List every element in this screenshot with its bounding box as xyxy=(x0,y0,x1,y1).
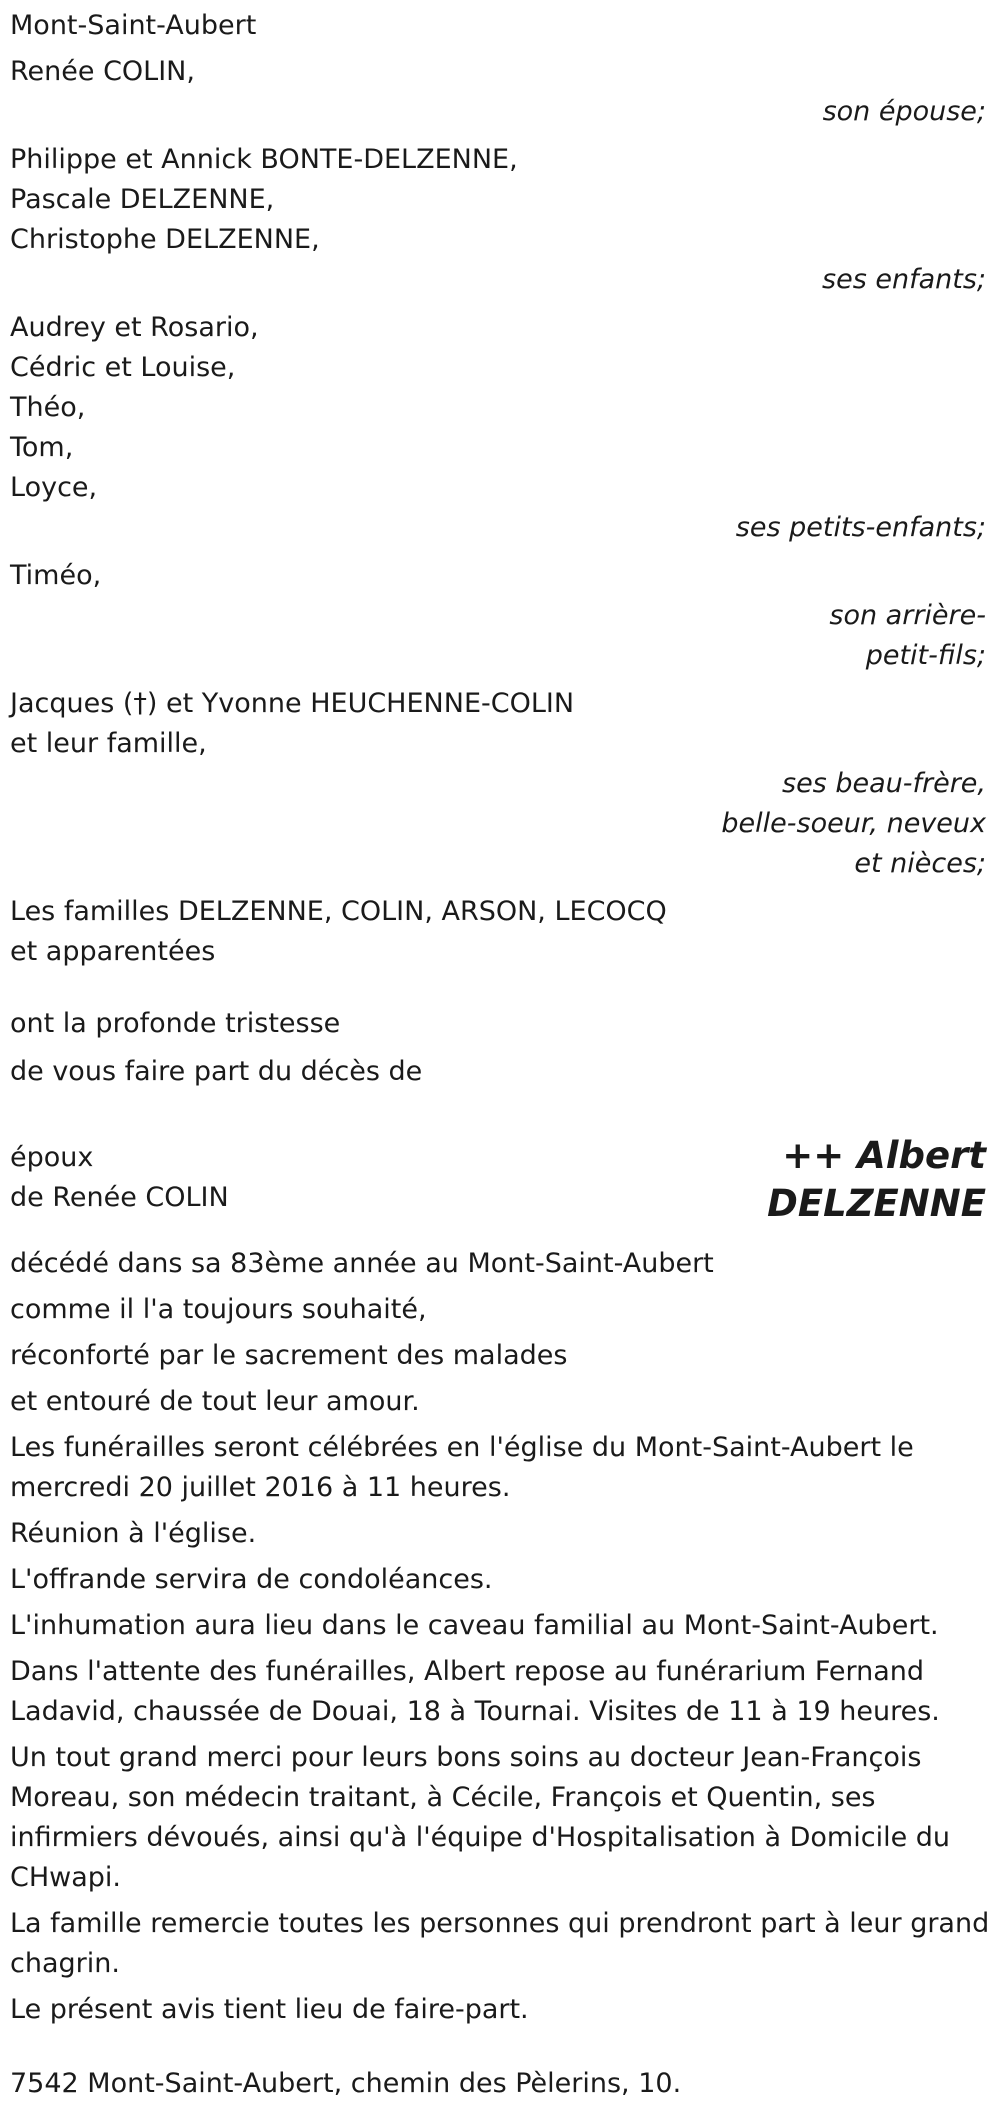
grandchild-name: Cédric et Louise, xyxy=(10,352,236,383)
address: 7542 Mont-Saint-Aubert, chemin des Pèlerins, 10. xyxy=(10,2068,682,2099)
deceased-relation-line: de Renée COLIN xyxy=(10,1182,229,1213)
families-line: et apparentées xyxy=(10,936,216,967)
detail-paragraph: comme il l'a toujours souhaité, xyxy=(10,1294,427,1325)
funeral-paragraph: Les funérailles seront célébrées en l'église du Mont-Saint-Aubert le mercredi 20 juillet 2016 à 11 heures. xyxy=(10,1432,914,1503)
great-grandchild-role: son arrière- xyxy=(829,600,986,631)
grandchild-name: Loyce, xyxy=(10,472,98,503)
detail-paragraph: décédé dans sa 83ème année au Mont-Saint-Aubert xyxy=(10,1248,714,1279)
announcement-block xyxy=(10,1004,990,1092)
grandchildren-block xyxy=(10,308,990,548)
in-laws-role: belle-soeur, neveux xyxy=(721,808,986,839)
visit-paragraph: Dans l'attente des funérailles, Albert repose au funérarium Fernand Ladavid, chaussée de Douai, 18 à Tournai. Visites de 11 à 19 heures. xyxy=(10,1656,940,1727)
grandchildren-role: ses petits-enfants; xyxy=(735,512,986,543)
deceased-name xyxy=(767,1132,990,1228)
place-heading: Mont-Saint-Aubert xyxy=(10,10,257,41)
deceased-block xyxy=(10,1132,990,1228)
in-laws-role: et nièces; xyxy=(854,848,986,879)
grandchild-name: Audrey et Rosario, xyxy=(10,312,259,343)
announcement-line: de vous faire part du décès de xyxy=(10,1056,423,1087)
detail-paragraph: Réunion à l'église. xyxy=(10,1518,257,1549)
in-laws-name: et leur famille, xyxy=(10,728,207,759)
spouse-role: son épouse; xyxy=(822,96,986,127)
details-block xyxy=(10,1244,990,2030)
spouse-name: Renée COLIN, xyxy=(10,56,195,87)
spouse-block xyxy=(10,52,990,132)
child-name: Philippe et Annick BONTE-DELZENNE, xyxy=(10,144,518,175)
grandchild-name: Théo, xyxy=(10,392,86,423)
grandchild-name: Tom, xyxy=(10,432,74,463)
obituary-document xyxy=(10,6,990,2104)
great-grandchild-block xyxy=(10,556,990,676)
detail-paragraph: et entouré de tout leur amour. xyxy=(10,1386,420,1417)
great-grandchild-name: Timéo, xyxy=(10,560,102,591)
announcement-line: ont la profonde tristesse xyxy=(10,1008,341,1039)
deceased-relation xyxy=(10,1132,229,1218)
children-role: ses enfants; xyxy=(822,264,986,295)
children-block xyxy=(10,140,990,300)
burial-paragraph: L'inhumation aura lieu dans le caveau familial au Mont-Saint-Aubert. xyxy=(10,1610,939,1641)
in-laws-name: Jacques (†) et Yvonne HEUCHENNE-COLIN xyxy=(10,688,575,719)
deceased-name-line: DELZENNE xyxy=(767,1182,986,1225)
thanks-paragraph: La famille remercie toutes les personnes qui prendront part à leur grand chagrin. xyxy=(10,1908,990,1979)
great-grandchild-role: petit-fils; xyxy=(865,640,986,671)
child-name: Pascale DELZENNE, xyxy=(10,184,275,215)
child-name: Christophe DELZENNE, xyxy=(10,224,320,255)
notice-paragraph: Le présent avis tient lieu de faire-part. xyxy=(10,1994,529,2025)
detail-paragraph: L'offrande servira de condoléances. xyxy=(10,1564,493,1595)
deceased-name-line: ++ Albert xyxy=(782,1134,986,1177)
in-laws-block xyxy=(10,684,990,884)
families-line: Les familles DELZENNE, COLIN, ARSON, LECOCQ xyxy=(10,896,667,927)
families-block xyxy=(10,892,990,972)
in-laws-role: ses beau-frère, xyxy=(782,768,986,799)
thanks-paragraph: Un tout grand merci pour leurs bons soins au docteur Jean-François Moreau, son médecin traitant, à Cécile, François et Quentin, ses infirmiers dévoués, ainsi qu'à l'équipe d'Hospitalisation à Domicile du CHwapi. xyxy=(10,1742,951,1893)
detail-paragraph: réconforté par le sacrement des malades xyxy=(10,1340,568,1371)
deceased-relation-line: époux xyxy=(10,1142,94,1173)
